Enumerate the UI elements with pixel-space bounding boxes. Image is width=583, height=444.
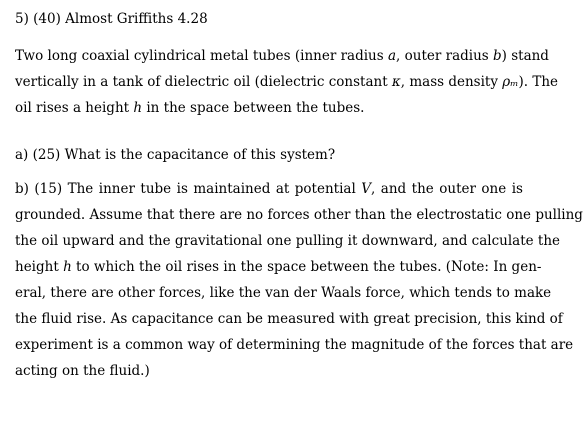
problem-heading: 5) (40) Almost Griffiths 4.28 [15, 11, 208, 27]
part-b-line: experiment is a common way of determining the magnitude of the forces that are [15, 337, 574, 353]
part-b-line: eral, there are other forces, like the van der Waals force, which tends to make [15, 285, 552, 301]
symbol-a: a [387, 48, 397, 64]
part-b-line: height h to which the oil rises in the space between the tubes. (Note: In gen- [15, 259, 542, 275]
symbol-kappa: κ [391, 74, 401, 90]
symbol-h: h [133, 100, 143, 116]
part-b-line: the fluid rise. As capacitance can be measured with great precision, this kind of [15, 311, 563, 327]
intro-line: Two long coaxial cylindrical metal tubes (inner radius a, outer radius b) stand [15, 48, 549, 64]
part-b-line: grounded. Assume that there are no forces other than the electrostatic one pulling [15, 207, 583, 223]
symbol-v: V [361, 181, 372, 197]
symbol-h: h [63, 259, 72, 275]
symbol-b: b [493, 48, 502, 64]
part-b-line: acting on the fluid.) [15, 363, 150, 379]
part-b-question [15, 176, 583, 384]
part-b-line: b) (15) The inner tube is maintained at potential V, and the outer one is [15, 181, 523, 197]
intro-line: oil rises a height h in the space between the tubes. [15, 100, 365, 116]
part-a-question: a) (25) What is the capacitance of this system? [15, 147, 336, 163]
symbol-rho-m: ρₘ [502, 74, 519, 90]
problem-intro [15, 43, 559, 121]
intro-line: vertically in a tank of dielectric oil (dielectric constant κ, mass density ρₘ). The [15, 74, 559, 90]
part-b-line: the oil upward and the gravitational one pulling it downward, and calculate the [15, 233, 561, 249]
